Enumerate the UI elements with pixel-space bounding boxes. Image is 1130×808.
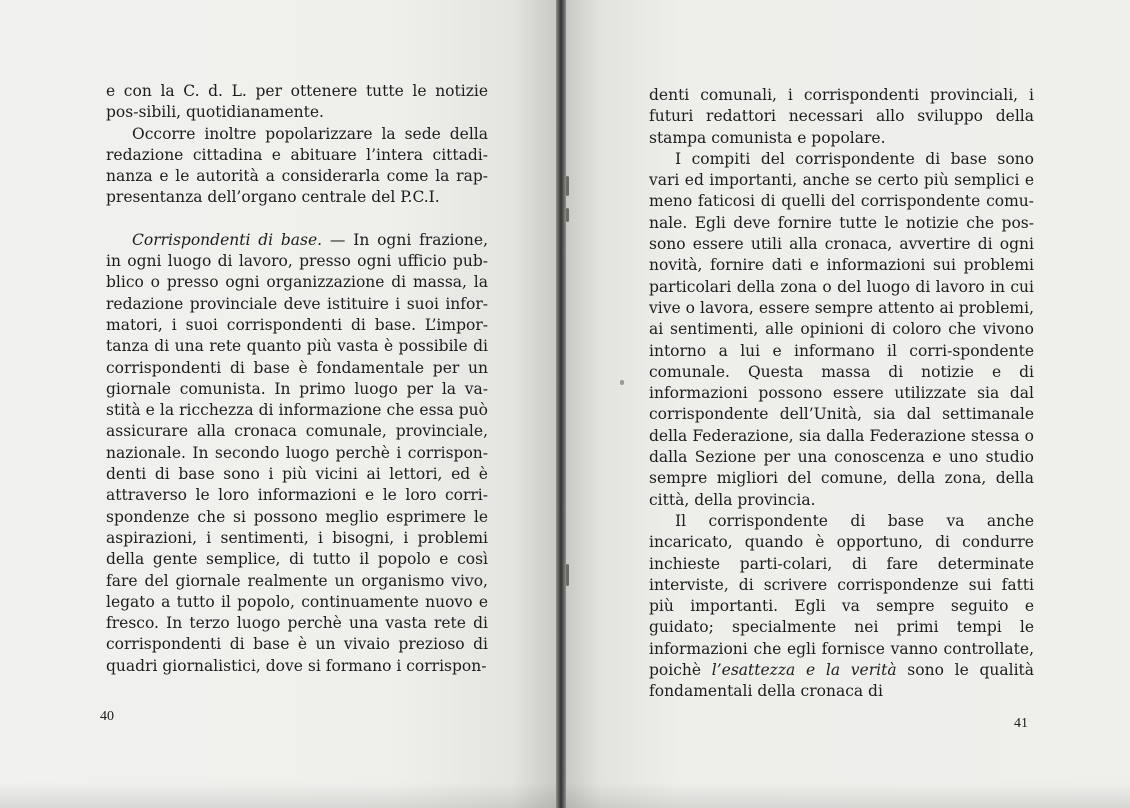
gutter-mark (566, 564, 569, 586)
right-page-text (649, 85, 1034, 703)
page-number-left: 40 (100, 709, 114, 724)
paper-speck (620, 380, 624, 385)
gutter-mark (566, 208, 569, 222)
page-number-right: 41 (1014, 716, 1028, 731)
paragraph-with-emphasis (649, 511, 1034, 703)
page-shadow (566, 782, 1130, 808)
paragraph-section (106, 230, 488, 677)
paragraph: I compiti del corrispondente di base sono vari ed importanti, anche se certo più semplici e meno faticosi di quelli del corrispondente comu-nale. Egli deve fornire tutte le notizie che pos-sono essere utili alla cronaca, avvertire di ogni novità, fornire dati e informazioni sui problemi particolari della zona o del luogo di lavoro in cui vive o lavora, essere sempre attento ai problemi, ai sentimenti, alle opinioni di coloro che vivono intorno a lui e informano il corri-spondente comunale. Questa massa di notizie e di informazioni possono essere utilizzate sia dal corrispondente dell’Unità, sia dal settimanale della Federazione, sia dalla Federazione stessa o dalla Sezione per una conoscenza e uno studio sempre migliori del comune, della zona, della città, della provincia. (649, 149, 1034, 509)
paragraph: denti comunali, i corrispondenti provinciali, i futuri redattori necessari allo sviluppo della stampa comunista e popolare. (649, 86, 1034, 147)
right-page (566, 0, 1130, 808)
paragraph: Occorre inoltre popolarizzare la sede della redazione cittadina e abituare l’intera cittadi-nanza e le autorità a considerarla come la rap-presentanza dell’organo centrale del P.C.I. (106, 124, 488, 207)
paragraph-body: Il corrispondente di base va anche incaricato, quando è opportuno, di condurre inchieste parti-colari, di fare determinate interviste, di scrivere corrispondenze sui fatti più importanti. Egli va sempre seguito e guidato; specialmente nei primi tempi le informazioni che egli fornisce vanno controllate, poichè (649, 511, 1034, 680)
paragraph-tail: sono le qualità fondamentali della cronaca di (649, 661, 1035, 701)
left-page-text (106, 81, 488, 677)
left-page (0, 0, 556, 808)
book-gutter (556, 0, 566, 808)
page-shadow (0, 782, 556, 808)
paragraph-body: — In ogni frazione, in ogni luogo di lavoro, presso ogni ufficio pub-blico o presso ogni organizzazione di massa, la redazione provinciale deve istituire i suoi infor-matori, i suoi corrispondenti di base. L’impor-tanza di una rete quanto più vasta è possibile di corrispondenti di base è fondamentale per un giornale comunista. In primo luogo per la va-stità e la ricchezza di informazione che essa può assicurare alla cronaca comunale, provinciale, nazionale. In secondo luogo perchè i corrispon-denti di base sono i più vicini ai lettori, ed è attraverso le loro informazioni e le loro corri-spondenze che si possono meglio esprimere le aspirazioni, i sentimenti, i bisogni, i problemi della gente semplice, di tutto il popolo e così fare del giornale realmente un organismo vivo, legato a tutto il popolo, continuamente nuovo e fresco. In terzo luogo perchè una vasta rete di corrispondenti di base è un vivaio prezioso di quadri giornalistici, dove si formano i corrispon- (106, 230, 488, 675)
gutter-mark (566, 176, 569, 196)
paragraph: e con la C. d. L. per ottenere tutte le notizie pos-sibili, quotidianamente. (106, 82, 488, 122)
emphasis-phrase: l’esattezza e la verità (711, 661, 897, 680)
section-heading: Corrispondenti di base. (132, 230, 323, 249)
